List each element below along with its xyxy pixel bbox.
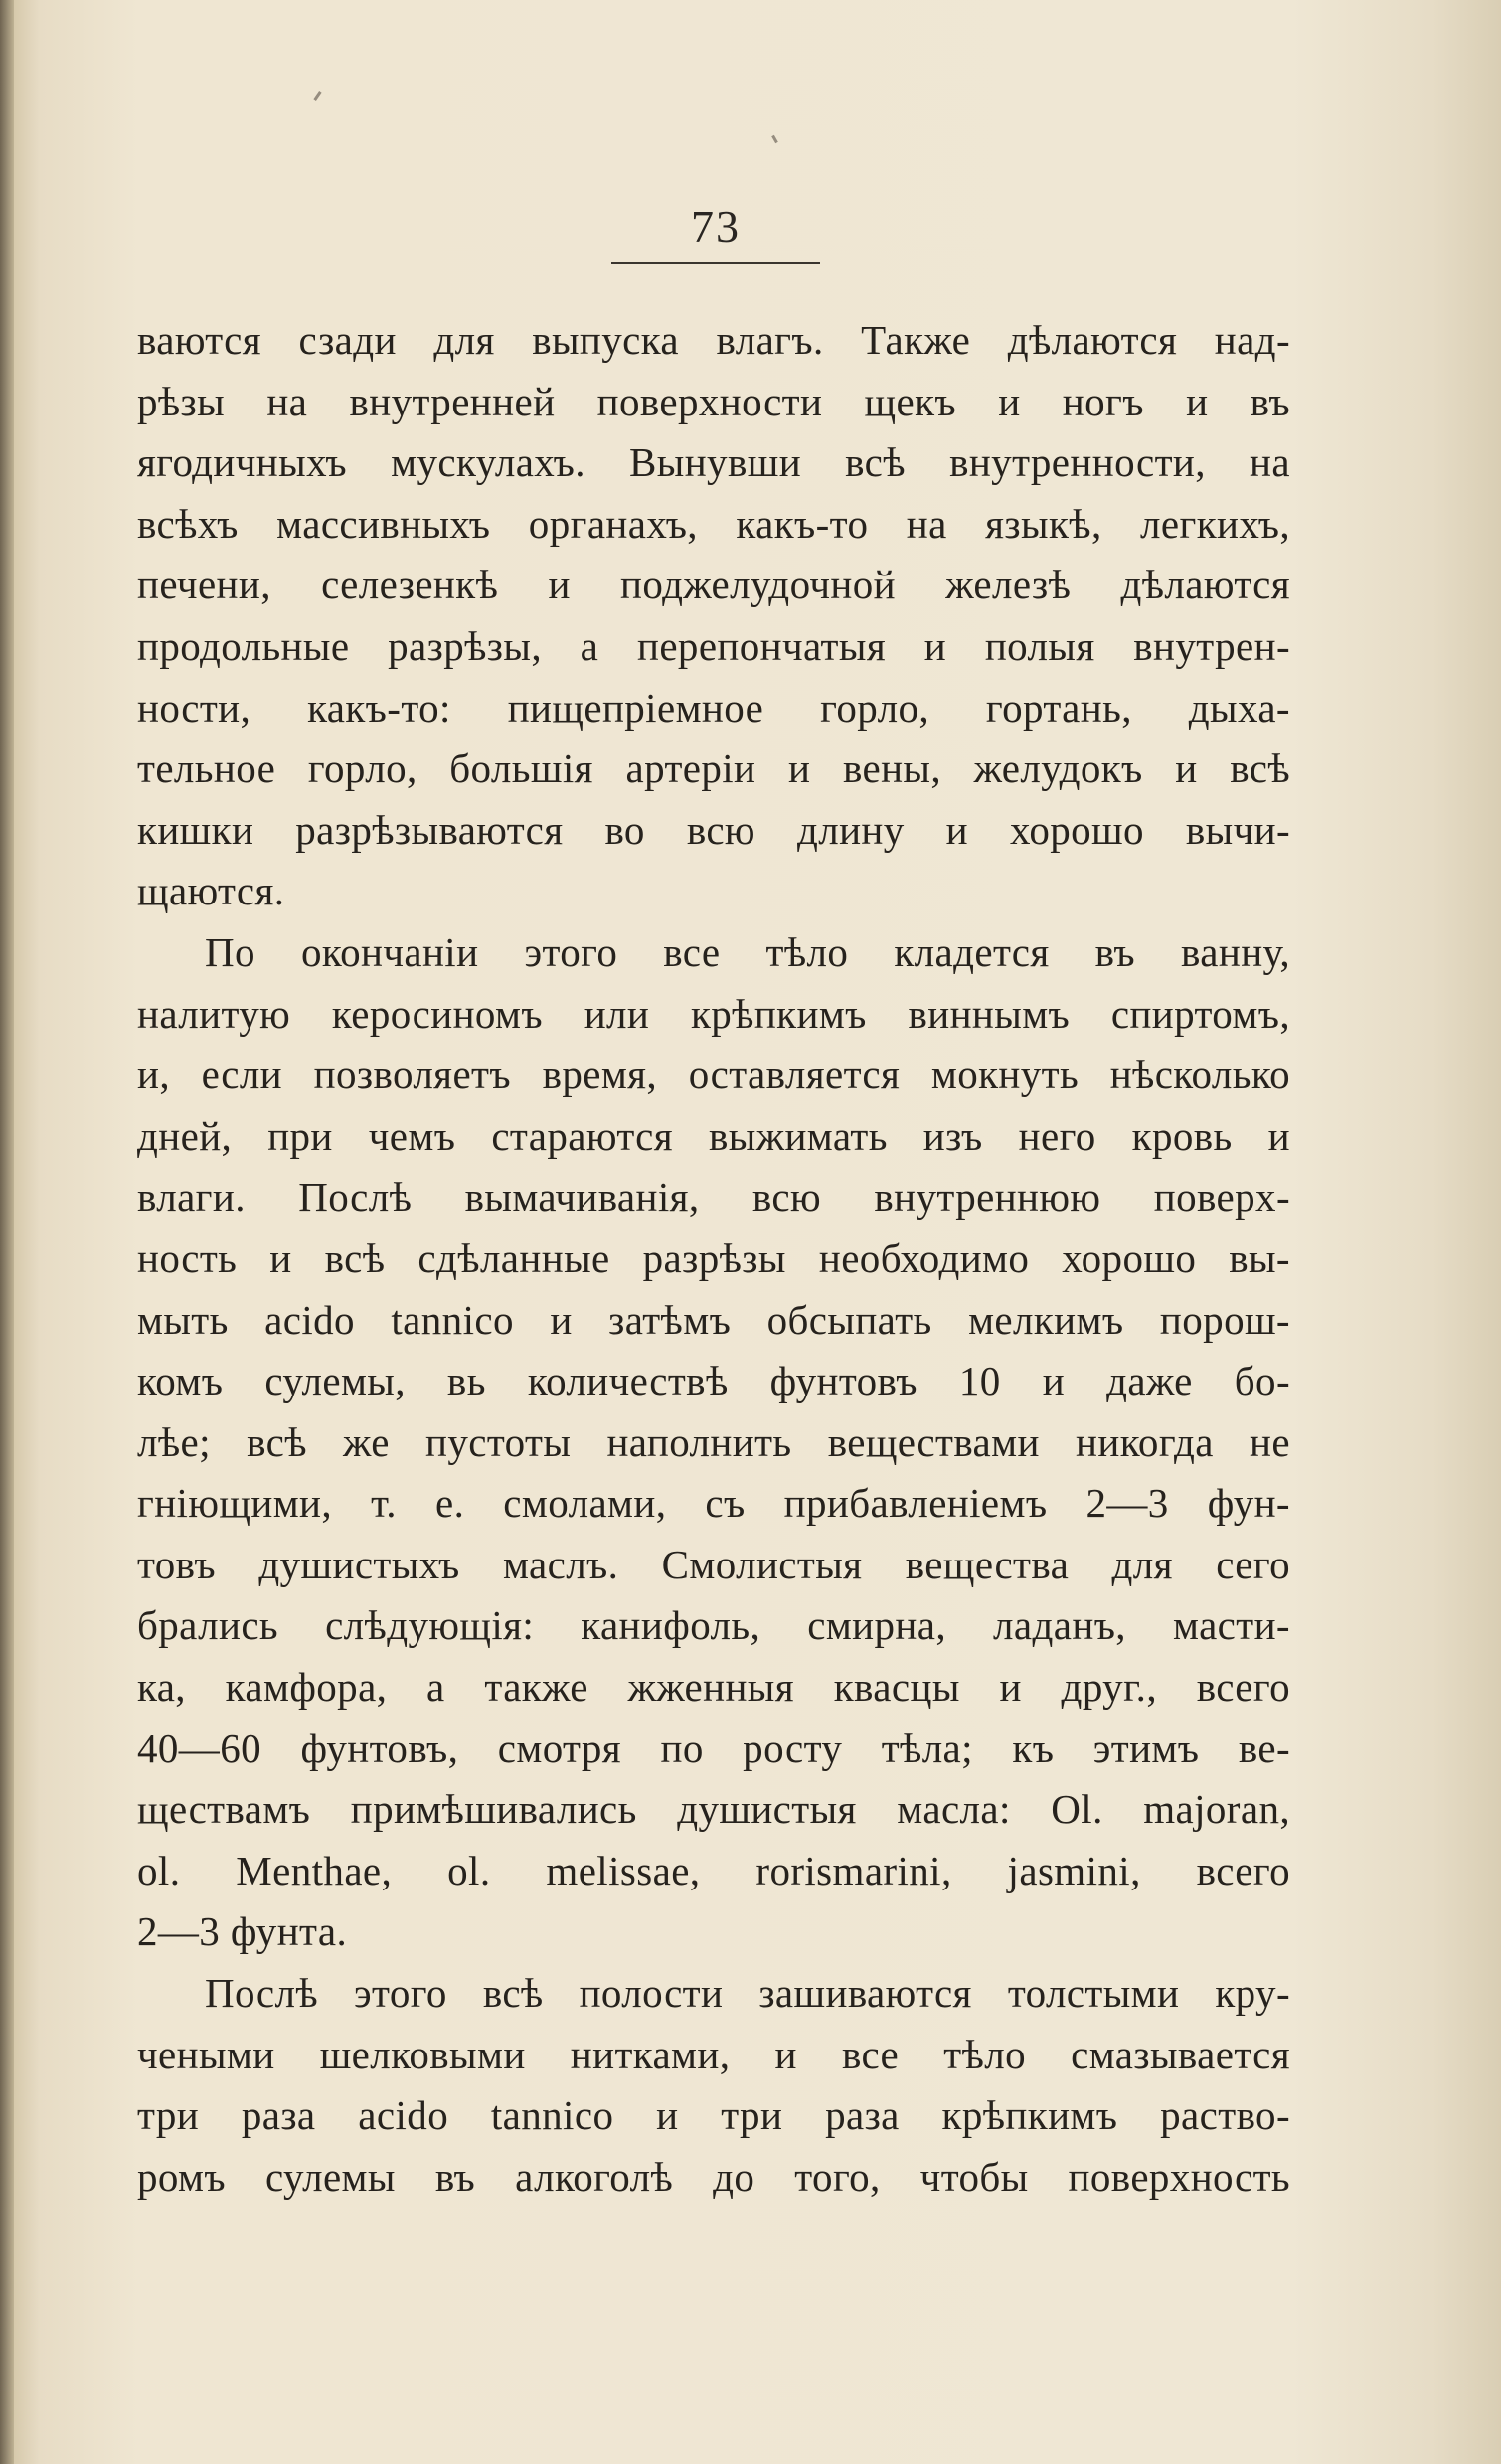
page-number: 73 bbox=[691, 201, 741, 251]
text-line: печени, селезенкѣ и поджелудочной железѣ дѣлаются bbox=[137, 562, 1290, 608]
page-header bbox=[606, 199, 825, 264]
text-line: 2—3 фунта. bbox=[137, 1908, 348, 1955]
text-line: дней, при чемъ стараются выжимать изъ него кровь и bbox=[137, 1112, 1290, 1159]
text-line: ществамъ примѣшивались душистыя масла: Ol. majoran, bbox=[137, 1786, 1290, 1833]
text-line: всѣхъ массивныхъ органахъ, какъ-то на языкѣ, легкихъ, bbox=[137, 500, 1290, 547]
ink-speck bbox=[313, 91, 321, 101]
header-rule bbox=[611, 262, 820, 264]
text-line: ваются сзади для выпуска влагъ. Также дѣлаются над- bbox=[137, 317, 1290, 363]
text-line: товъ душистыхъ маслъ. Смолистыя вещества для сего bbox=[137, 1541, 1290, 1587]
text-line: ка, камфора, а также жженныя квасцы и друг., всего bbox=[137, 1664, 1290, 1711]
text-line: лѣе; всѣ же пустоты наполнить веществами никогда не bbox=[137, 1418, 1290, 1465]
text-line: три раза acido tannico и три раза крѣпкимъ раство- bbox=[137, 2092, 1290, 2139]
text-line: брались слѣдующія: канифоль, смирна, ладанъ, масти- bbox=[137, 1602, 1290, 1649]
text-line: ность и всѣ сдѣланные разрѣзы необходимо хорошо вы- bbox=[137, 1234, 1290, 1281]
text-line: гніющими, т. е. смолами, съ прибавленіемъ 2—3 фун- bbox=[137, 1480, 1290, 1527]
text-line: тельное горло, большія артеріи и вены, желудокъ и всѣ bbox=[137, 745, 1290, 792]
text-line: налитую керосиномъ или крѣпкимъ виннымъ спиртомъ, bbox=[137, 990, 1290, 1037]
text-line: кишки разрѣзываются во всю длину и хорошо вычи- bbox=[137, 806, 1290, 853]
text-line: ромъ сулемы въ алкоголѣ до того, чтобы поверхность bbox=[137, 2153, 1290, 2200]
text-line: влаги. Послѣ вымачиванія, всю внутреннюю поверх- bbox=[137, 1174, 1290, 1221]
text-line: щаются. bbox=[137, 868, 285, 914]
text-line: и, если позволяетъ время, оставляется мокнуть нѣсколько bbox=[137, 1052, 1290, 1098]
page-spine-shadow bbox=[0, 0, 14, 2464]
text-line: чеными шелковыми нитками, и все тѣло смазывается bbox=[137, 2031, 1290, 2077]
text-line: рѣзы на внутренней поверхности щекъ и ногъ и въ bbox=[137, 378, 1290, 424]
text-line: продольные разрѣзы, а перепончатыя и полыя внутрен- bbox=[137, 622, 1290, 669]
ink-speck bbox=[771, 135, 778, 143]
text-line: мыть acido tannico и затѣмъ обсыпать мелкимъ порош- bbox=[137, 1296, 1290, 1343]
text-line: По окончаніи этого все тѣло кладется въ ванну, bbox=[205, 928, 1290, 975]
text-line: комъ сулемы, вь количествѣ фунтовъ 10 и даже бо- bbox=[137, 1358, 1290, 1404]
text-line: 40—60 фунтовъ, смотря по росту тѣла; къ этимъ ве- bbox=[137, 1725, 1290, 1771]
text-line: ности, какъ-то: пищепріемное горло, гортань, дыха- bbox=[137, 684, 1290, 731]
text-line: ягодичныхъ мускулахъ. Вынувши всѣ внутренности, на bbox=[137, 439, 1290, 486]
text-line: Послѣ этого всѣ полости зашиваются толстыми кру- bbox=[205, 1970, 1290, 2017]
body-text bbox=[137, 310, 1290, 2208]
text-line: ol. Menthae, ol. melissae, rorismarini, jasmini, всего bbox=[137, 1847, 1290, 1893]
